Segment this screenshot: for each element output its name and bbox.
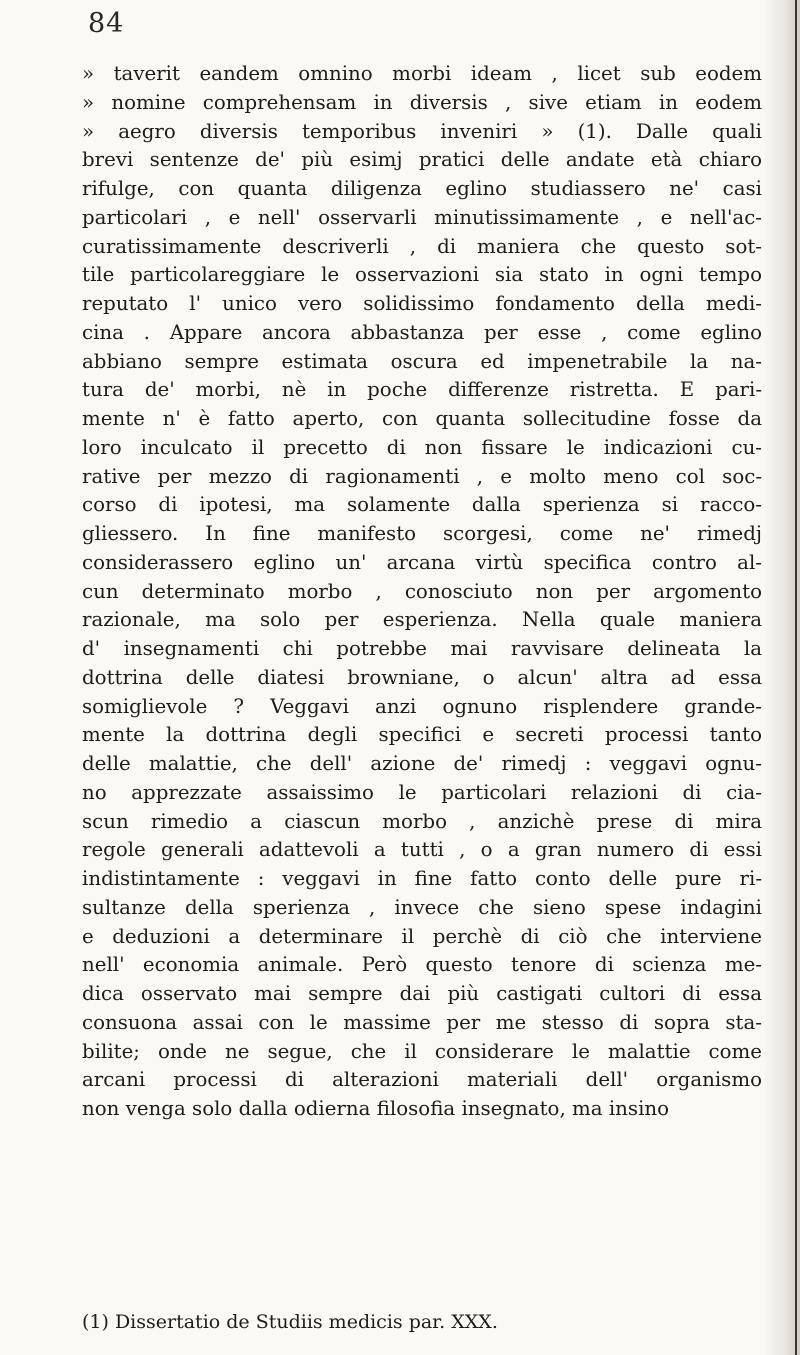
text-line: consuona assai con le massime per me stesso di sopra sta- (82, 1010, 762, 1034)
text-line: nell' economia animale. Però questo tenore di scienza me- (82, 953, 762, 977)
text-line: e deduzioni a determinare il perchè di ciò che interviene (82, 924, 762, 948)
text-line: considerassero eglino un' arcana virtù specifica contro al- (82, 550, 762, 574)
body-text (82, 60, 762, 1124)
text-line: rative per mezzo di ragionamenti , e molto meno col soc- (82, 464, 762, 488)
text-line: delle malattie, che dell' azione de' rimedj : veggavi ognu- (82, 752, 762, 775)
text-line: gliessero. In fine manifesto scorgesi, come ne' rimedj (82, 522, 762, 545)
text-line: dica osservato mai sempre dai più castigati cultori di essa (82, 982, 762, 1005)
text-line: reputato l' unico vero solidissimo fondamento della medi- (82, 292, 762, 315)
text-line: mente n' è fatto aperto, con quanta sollecitudine fosse da (82, 407, 762, 430)
text-line: abbiano sempre estimata oscura ed impenetrabile la na- (82, 349, 762, 373)
text-line: bilite; onde ne segue, che il considerare le malattie come (82, 1039, 762, 1063)
text-line: » taverit eandem omnino morbi ideam , licet sub eodem (82, 62, 762, 85)
text-line: non venga solo dalla odierna filosofia insegnato, ma insino (82, 1097, 670, 1120)
text-line: mente la dottrina degli specifici e secreti processi tanto (82, 723, 762, 747)
text-line: somiglievole ? Veggavi anzi ognuno risplendere grande- (82, 694, 762, 718)
text-line: razionale, ma solo per esperienza. Nella quale maniera (82, 608, 762, 632)
text-line: cina . Appare ancora abbastanza per esse , come eglino (82, 320, 762, 344)
text-line: scun rimedio a ciascun morbo , anzichè prese di mira (82, 809, 762, 833)
text-line: arcani processi di alterazioni materiali dell' organismo (82, 1068, 762, 1092)
text-line: rifulge, con quanta diligenza eglino studiassero ne' casi (82, 177, 762, 200)
text-line: brevi sentenze de' più esimj pratici delle andate età chiaro (82, 148, 762, 172)
text-line: tura de' morbi, nè in poche differenze ristretta. E pari- (82, 378, 762, 402)
text-line: sultanze della sperienza , invece che sieno spese indagini (82, 895, 762, 919)
text-line: dottrina delle diatesi browniane, o alcun' altra ad essa (82, 665, 762, 689)
text-line: » aegro diversis temporibus inveniri » (1). Dalle quali (82, 119, 762, 143)
text-line: no apprezzate assaissimo le particolari relazioni di cia- (82, 780, 762, 804)
text-line: d' insegnamenti chi potrebbe mai ravvisare delineata la (82, 637, 762, 660)
text-line: cun determinato morbo , conosciuto non per argomento (82, 579, 762, 603)
text-line: regole generali adattevoli a tutti , o a gran numero di essi (82, 838, 762, 862)
text-line: particolari , e nell' osservarli minutissimamente , e nell'ac- (82, 205, 762, 229)
footnote: (1) Dissertatio de Studiis medicis par. XXX. (82, 1311, 498, 1333)
text-line: indistintamente : veggavi in fine fatto conto delle pure ri- (82, 867, 762, 890)
text-line: » nomine comprehensam in diversis , sive etiam in eodem (82, 90, 762, 114)
page-number: 84 (88, 8, 125, 39)
text-line: loro inculcato il precetto di non fissare le indicazioni cu- (82, 435, 762, 459)
text-line: curatissimamente descriverli , di maniera che questo sot- (82, 234, 762, 258)
text-line: corso di ipotesi, ma solamente dalla sperienza si racco- (82, 493, 762, 517)
text-line: tile particolareggiare le osservazioni sia stato in ogni tempo (82, 263, 762, 287)
page-edge-line (795, 0, 797, 1355)
